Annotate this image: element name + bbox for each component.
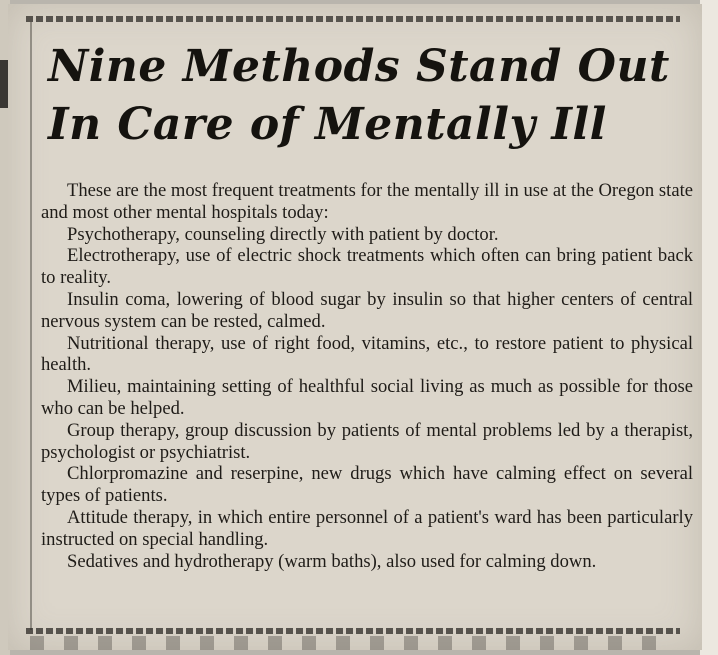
treatment-chlorpromazine-reserpine: Chlorpromazine and reserpine, new drugs which have calming effect on several types of patients. (41, 463, 693, 507)
bottom-dashed-rule (26, 628, 680, 634)
treatment-electrotherapy: Electrotherapy, use of electric shock treatments which often can bring patient back to reality. (41, 245, 693, 289)
article-body (41, 180, 693, 572)
treatment-milieu: Milieu, maintaining setting of healthful social living as much as possible for those who can be helped. (41, 376, 693, 419)
treatment-attitude-therapy: Attitude therapy, in which entire personnel of a patient's ward has been particularly instructed on special handling. (41, 506, 693, 550)
right-background-edge (700, 0, 718, 655)
headline (48, 38, 698, 154)
treatment-group-therapy: Group therapy, group discussion by patients of mental problems led by a therapist, psychologist or psychiatrist. (41, 419, 693, 463)
left-column-rule (30, 22, 32, 630)
intro-paragraph: These are the most frequent treatments for the mentally ill in use at the Oregon state and most other mental hospitals today: (41, 180, 693, 223)
treatment-psychotherapy: Psychotherapy, counseling directly with patient by doctor. (67, 223, 499, 245)
treatment-sedatives-hydrotherapy: Sedatives and hydrotherapy (warm baths), also used for calming down. (67, 550, 597, 572)
headline-line-2: In Care of Mentally Ill (48, 99, 607, 150)
treatment-insulin-coma: Insulin coma, lowering of blood sugar by insulin so that higher centers of central nervous system can be rested, calmed. (41, 288, 693, 332)
next-article-fragment (30, 636, 670, 650)
newspaper-clipping (8, 4, 702, 650)
adjacent-column-mark (0, 60, 8, 108)
headline-line-1: Nine Methods Stand Out (48, 41, 670, 92)
top-dashed-rule (26, 16, 680, 22)
treatment-nutritional-therapy: Nutritional therapy, use of right food, vitamins, etc., to restore patient to physical health. (41, 332, 693, 376)
